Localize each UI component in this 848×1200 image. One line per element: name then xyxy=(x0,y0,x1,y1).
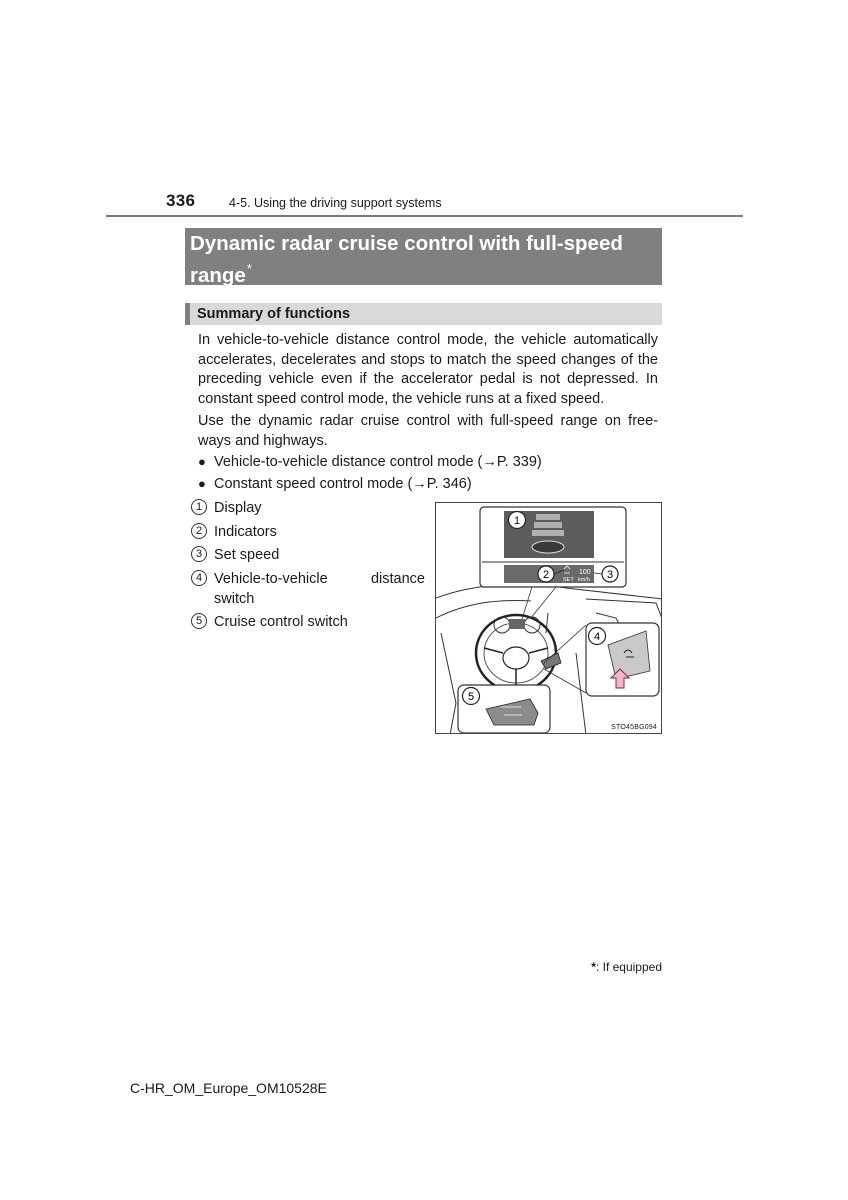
page-title-text: Dynamic radar cruise control with full-speed range xyxy=(190,232,623,287)
cockpit-illustration xyxy=(435,502,662,734)
bullet-text: Vehicle-to-vehicle distance control mode (→P. 339) xyxy=(214,454,542,470)
display-speed: 100 xyxy=(579,569,591,576)
display-unit: km/h xyxy=(578,577,590,583)
legend-label: Cruise control switch xyxy=(214,614,348,630)
equipped-marker: * xyxy=(246,261,252,276)
callout-2: 2 xyxy=(542,569,550,581)
bullet-item xyxy=(198,452,542,472)
page-number: 336 xyxy=(166,191,196,210)
legend-number: 4 xyxy=(191,570,207,586)
legend-label: Display xyxy=(214,500,262,516)
bullet-item xyxy=(198,474,472,494)
legend-label: Indicators xyxy=(214,524,277,540)
cockpit-drawing xyxy=(436,503,662,734)
bullet-icon: ● xyxy=(198,454,206,469)
bullet-text: Constant speed control mode (→P. 346) xyxy=(214,476,472,492)
paragraph: Use the dynamic radar cruise control with full-speed range on free-ways and highways. xyxy=(198,413,658,449)
document-footer: C-HR_OM_Europe_OM10528E xyxy=(130,1080,327,1096)
section-path: 4-5. Using the driving support systems xyxy=(229,196,442,210)
figure-code: STO45BG094 xyxy=(611,724,657,731)
bullet-icon: ● xyxy=(198,476,206,491)
section-subheading: Summary of functions xyxy=(185,303,662,325)
legend-number: 3 xyxy=(191,546,207,562)
callout-5: 5 xyxy=(467,691,475,703)
page-title xyxy=(185,228,662,285)
footnote xyxy=(591,960,662,974)
paragraph: In vehicle-to-vehicle distance control mode, the vehicle automatically accelerates, decelerates and stops to match the speed changes of the preceding vehicle even if the accelerator pedal is not depressed. In constant speed control mode, the vehicle runs at a fixed speed. xyxy=(198,332,658,407)
legend-number: 5 xyxy=(191,613,207,629)
footnote-text: : If equipped xyxy=(595,960,662,974)
legend-number: 2 xyxy=(191,523,207,539)
callout-3: 3 xyxy=(606,569,614,581)
callout-1: 1 xyxy=(513,515,521,527)
callout-4: 4 xyxy=(593,631,601,643)
header-rule xyxy=(106,215,743,217)
legend-label: Vehicle-to-vehicle distance switch xyxy=(214,571,425,607)
legend-number: 1 xyxy=(191,499,207,515)
display-set: SET xyxy=(563,577,574,583)
legend-label: Set speed xyxy=(214,547,280,563)
footnote-marker: * xyxy=(591,960,596,974)
